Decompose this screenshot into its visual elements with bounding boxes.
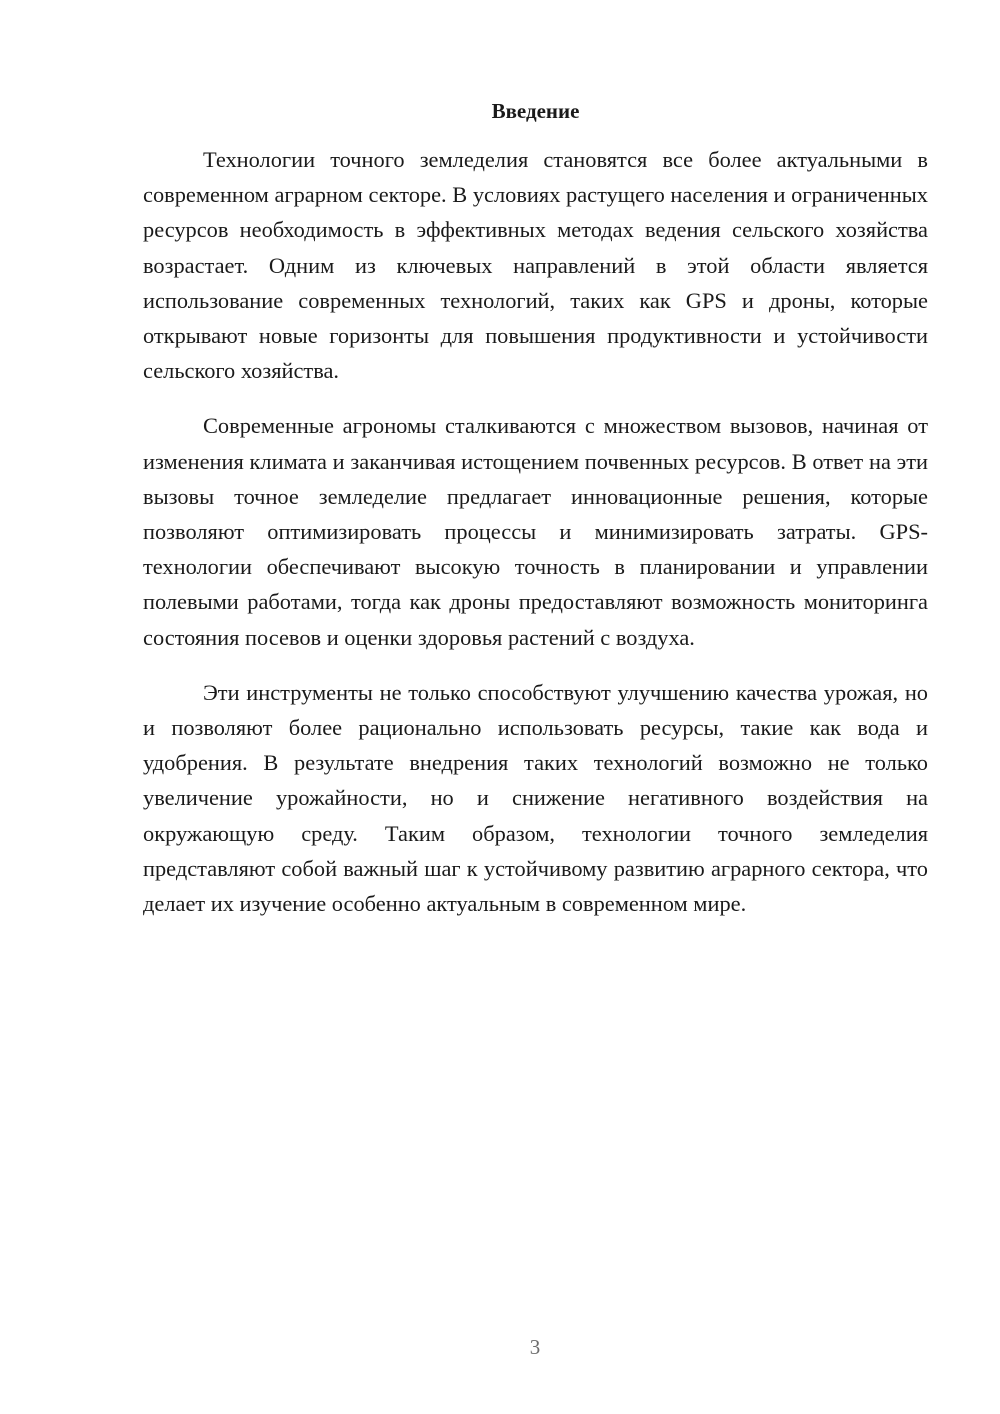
paragraph-3: Эти инструменты не только способствуют улучшению качества урожая, но и позволяют более рационально использовать ресурсы, такие как вода и удобрения. В результате внедрения таких технологий возможно не только увеличение урожайности, но и снижение негативного воздействия на окружающую среду. Таким образом, технологии точного земледелия представляют собой важный шаг к устойчивому развитию аграрного сектора, что делает их изучение особенно актуальным в современном мире.: [143, 679, 928, 917]
paragraph-2: Современные агрономы сталкиваются с множеством вызовов, начиная от изменения климата и заканчивая истощением почвенных ресурсов. В ответ на эти вызовы точное земледелие предлагает инновационные решения, которые позволяют оптимизировать процессы и минимизировать затраты. GPS-технологии обеспечивают высокую точность в планировании и управлении полевыми работами, тогда как дроны предоставляют возможность мониторинга состояния посевов и оценки здоровья растений с воздуха.: [143, 413, 928, 650]
section-heading: Введение: [491, 99, 580, 123]
page-number: 3: [529, 1335, 541, 1359]
paragraph-1: Технологии точного земледелия становятся все более актуальными в современном аграрном секторе. В условиях растущего населения и ограниченных ресурсов необходимость в эффективных методах ведения сельского хозяйства возрастает. Одним из ключевых направлений в этой области является использование современных технологий, таких как GPS и дроны, которые открывают новые горизонты для повышения продуктивности и устойчивости сельского хозяйства.: [143, 147, 928, 384]
page-content: [143, 96, 928, 941]
